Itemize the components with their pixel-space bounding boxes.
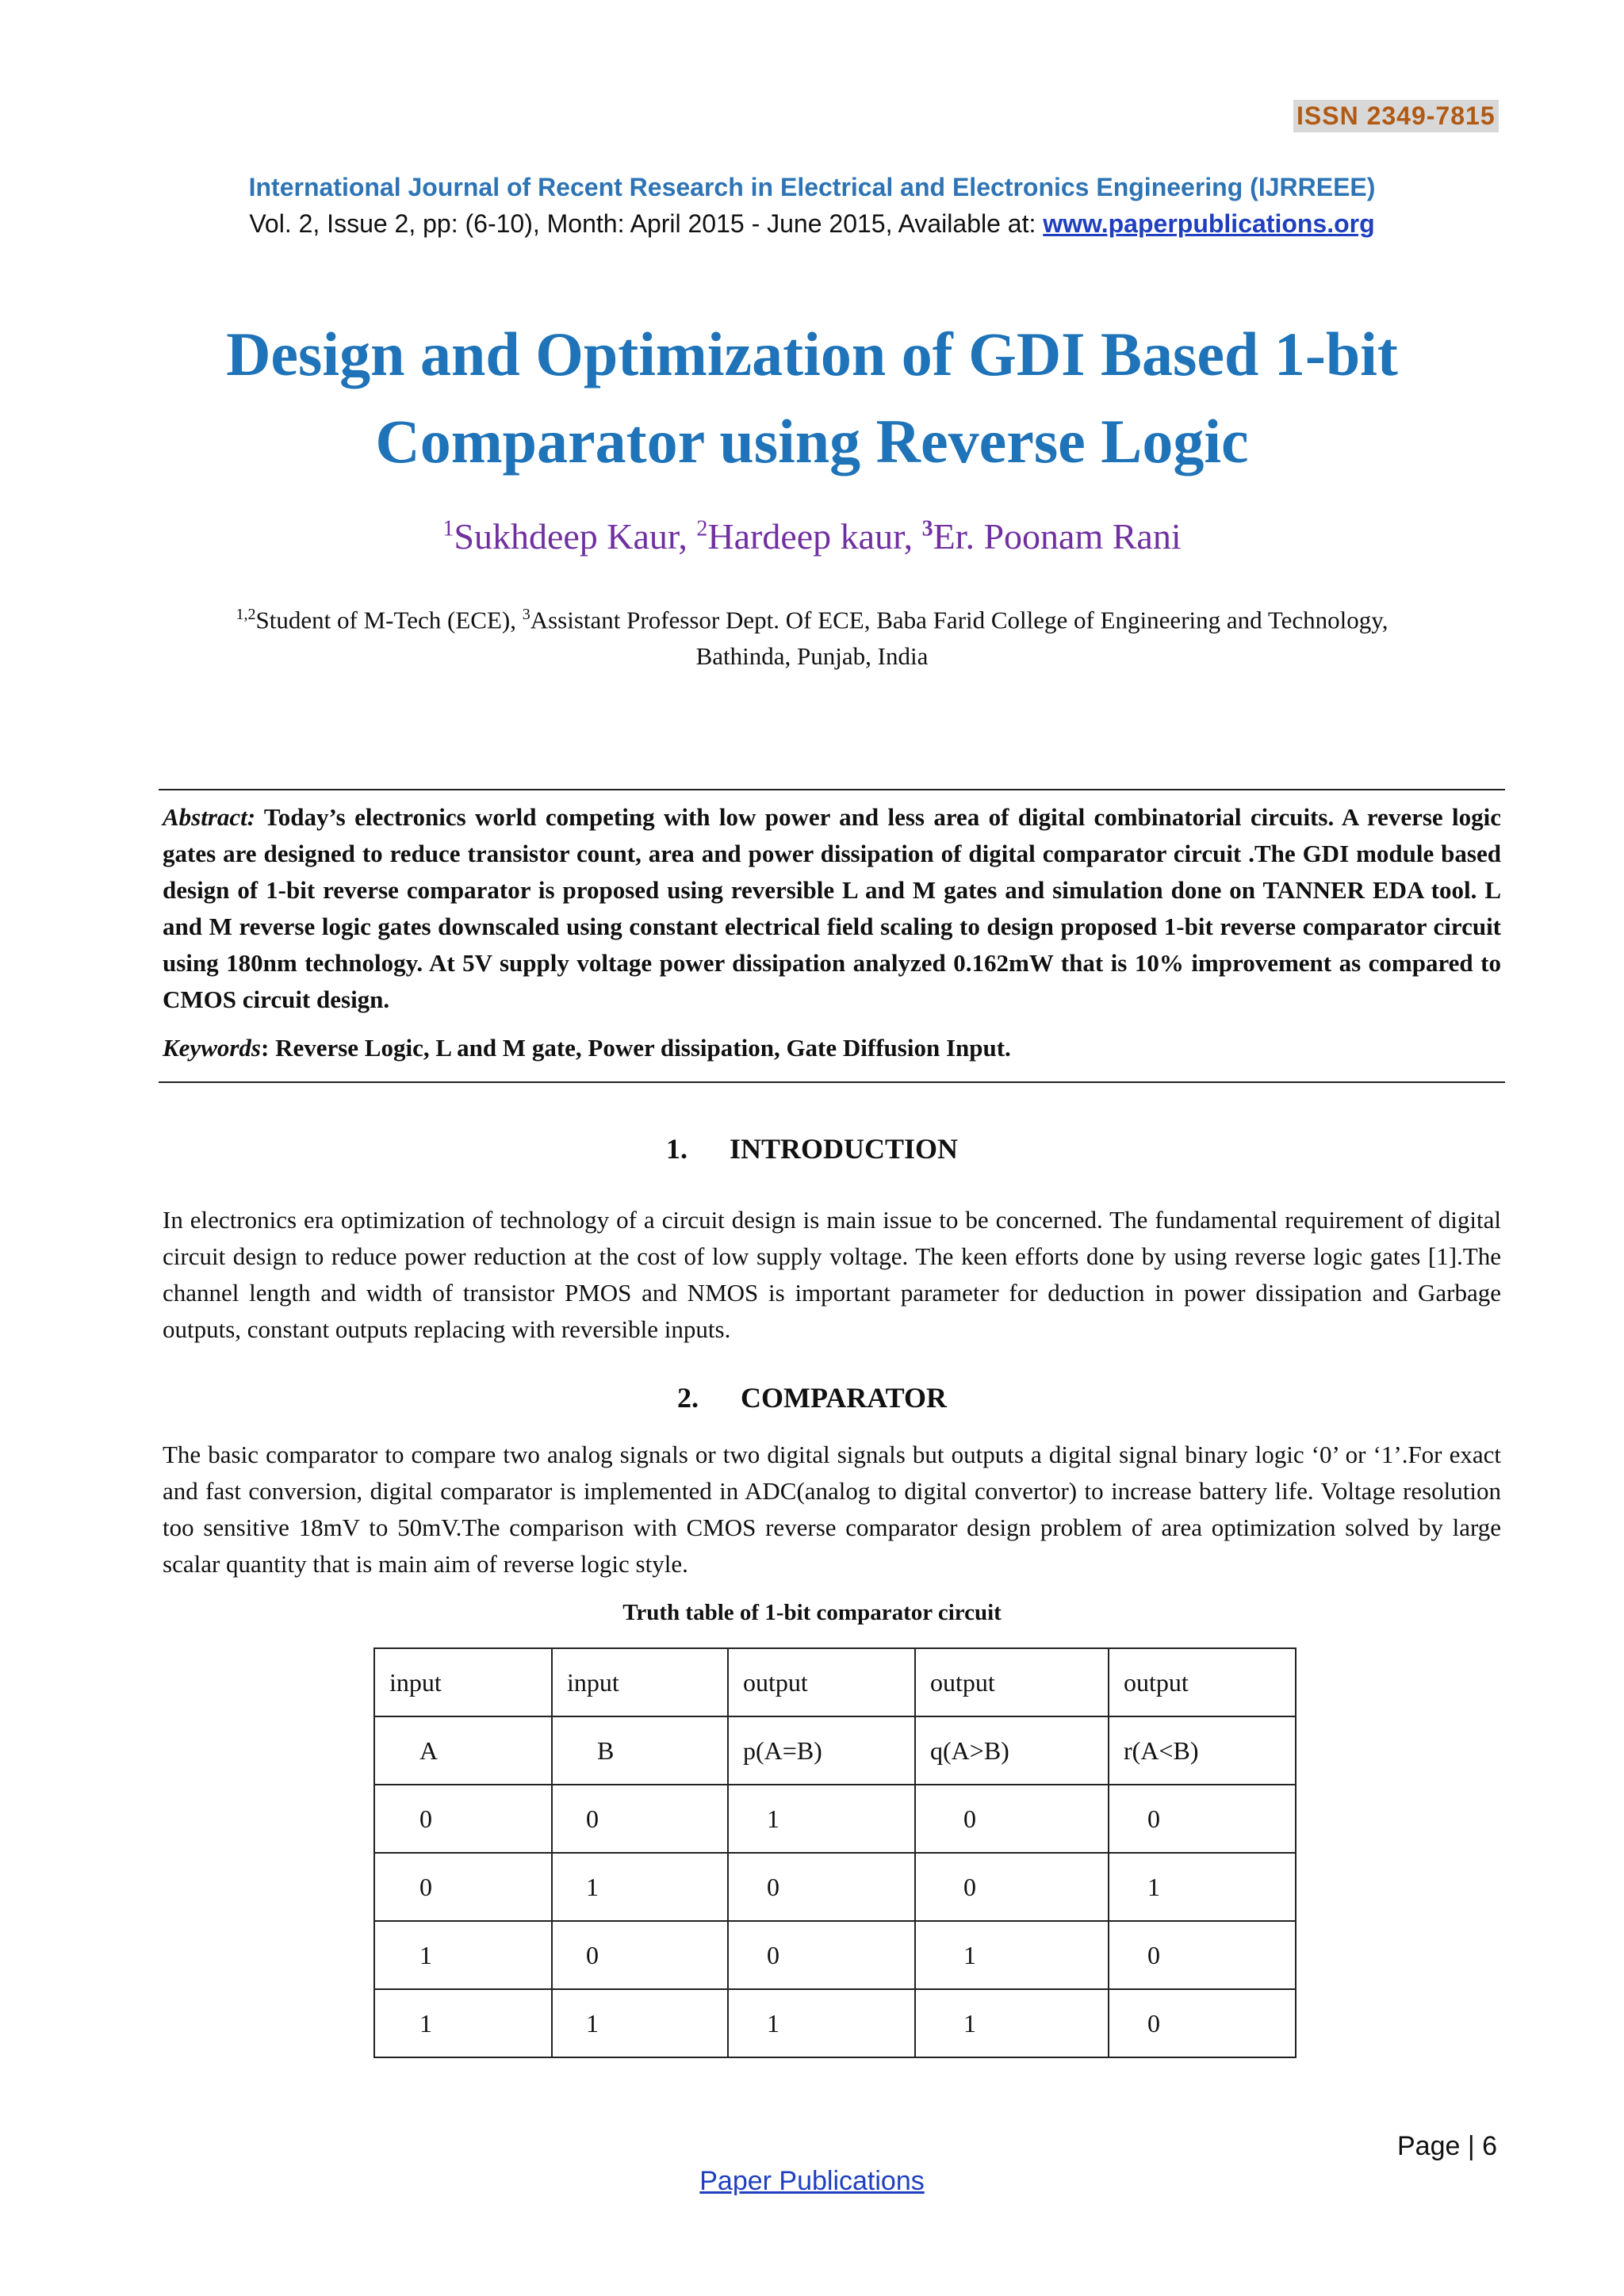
abstract-top-rule: [159, 789, 1505, 790]
truth-table: [373, 1647, 1297, 2058]
volume-text: Vol. 2, Issue 2, pp: (6-10), Month: April 2015 - June 2015, Available at:: [249, 209, 1044, 238]
table-row: [374, 1853, 1296, 1921]
affiliation-marker-2: 3: [522, 606, 530, 623]
abstract-text: Today’s electronics world competing with low power and less area of digital combinatorial circuits. A reverse logic gates are designed to reduce transistor count, area and power dissipation of digital comparator circuit .The GDI module based design of 1-bit reverse comparator is proposed using reversible L and M gates and simulation done on TANNER EDA tool. L and M reverse logic gates downscaled using constant electrical field scaling to design proposed 1-bit reverse comparator circuit using 180nm technology. At 5V supply voltage power dissipation analyzed 0.162mW that is 10% improvement as compared to CMOS circuit design.: [163, 803, 1501, 1013]
table-row: [374, 1785, 1296, 1853]
author-3-marker: 3: [921, 516, 933, 541]
table-cell: 1: [728, 1785, 915, 1853]
table-cell: r(A<B): [1109, 1716, 1296, 1785]
comparator-paragraph: The basic comparator to compare two analog signals or two digital signals but outputs a digital signal binary logic ‘0’ or ‘1’.For exact and fast conversion, digital comparator is implemented in ADC(analog to digital convertor) to increase battery life. Voltage resolution too sensitive 18mV to 50mV.The comparison with CMOS reverse comparator design problem of area optimization solved by large scalar quantity that is main aim of reverse logic style.: [163, 1441, 1501, 1578]
paper-title: [0, 311, 1624, 485]
table-cell: 0: [1109, 1989, 1296, 2057]
affiliation-student: Student of M-Tech (ECE),: [255, 606, 523, 634]
section-title: COMPARATOR: [741, 1382, 947, 1414]
table-cell: 0: [552, 1785, 728, 1853]
table-cell: 1: [374, 1989, 552, 2057]
table-cell: output: [915, 1648, 1109, 1716]
affiliation-line-2: Bathinda, Punjab, India: [695, 642, 929, 671]
journal-name: International Journal of Recent Research in Electrical and Electronics Engineering (IJRREEE): [248, 173, 1376, 201]
affiliation-marker-1: 1,2: [236, 606, 256, 623]
author-list: [0, 515, 1624, 557]
section-number: 2.: [677, 1382, 699, 1414]
table-cell: 1: [1109, 1853, 1296, 1921]
page-number: Page | 6: [1397, 2131, 1498, 2161]
issn-badge: ISSN 2349-7815: [1293, 100, 1499, 132]
author-3: Er. Poonam Rani: [933, 516, 1182, 557]
table-cell: 1: [374, 1921, 552, 1989]
table-cell: 1: [728, 1989, 915, 2057]
table-cell: 1: [915, 1921, 1109, 1989]
table-cell: B: [552, 1716, 728, 1785]
author-2-marker: 2: [696, 516, 708, 541]
table-row: [374, 1989, 1296, 2057]
table-cell: 0: [728, 1921, 915, 1989]
affiliation: [0, 596, 1624, 675]
keywords-label: Keywords: [163, 1034, 261, 1062]
table-header-row: [374, 1716, 1296, 1785]
table-cell: 0: [915, 1853, 1109, 1921]
section-heading-introduction: [0, 1132, 1624, 1165]
journal-website-link[interactable]: www.paperpublications.org: [1043, 209, 1375, 238]
table-cell: q(A>B): [915, 1716, 1109, 1785]
table-cell: input: [552, 1648, 728, 1716]
table-cell: 0: [552, 1921, 728, 1989]
table-cell: output: [728, 1648, 915, 1716]
introduction-paragraph: In electronics era optimization of technology of a circuit design is main issue to be concerned. The fundamental requirement of digital circuit design to reduce power reduction at the cost of low supply voltage. The keen efforts done by using reverse logic gates [1].The channel length and width of transistor PMOS and NMOS is important parameter for deduction in power dissipation and Garbage outputs, constant outputs replacing with reversible inputs.: [163, 1206, 1501, 1343]
table-cell: 0: [374, 1853, 552, 1921]
table-cell: 0: [728, 1853, 915, 1921]
affiliation-professor: Assistant Professor Dept. Of ECE, Baba Farid College of Engineering and Technology,: [530, 606, 1388, 634]
abstract-bottom-rule: [159, 1081, 1505, 1083]
volume-info: [0, 209, 1624, 239]
section-title: INTRODUCTION: [729, 1133, 959, 1165]
keywords-text: : Reverse Logic, L and M gate, Power dissipation, Gate Diffusion Input.: [261, 1034, 1011, 1062]
author-1: Sukhdeep Kaur,: [454, 516, 697, 557]
table-cell: p(A=B): [728, 1716, 915, 1785]
table-cell: 0: [1109, 1785, 1296, 1853]
keywords: [163, 1034, 1501, 1062]
table-caption: Truth table of 1-bit comparator circuit: [622, 1600, 1002, 1625]
table-cell: 1: [915, 1989, 1109, 2057]
abstract: [163, 799, 1501, 1018]
affiliation-line-1: [0, 596, 1624, 638]
section-heading-comparator: [0, 1381, 1624, 1414]
table-cell: 1: [552, 1853, 728, 1921]
table-cell: 0: [1109, 1921, 1296, 1989]
author-2: Hardeep kaur,: [707, 516, 922, 557]
table-cell: 0: [915, 1785, 1109, 1853]
table-cell: output: [1109, 1648, 1296, 1716]
table-cell: 0: [374, 1785, 552, 1853]
section-number: 1.: [665, 1133, 688, 1165]
title-line-1: Design and Optimization of GDI Based 1-bit: [226, 320, 1398, 388]
publisher-link[interactable]: Paper Publications: [699, 2166, 925, 2196]
table-cell: A: [374, 1716, 552, 1785]
author-1-marker: 1: [442, 516, 454, 541]
table-header-row: [374, 1648, 1296, 1716]
table-row: [374, 1921, 1296, 1989]
table-cell: 1: [552, 1989, 728, 2057]
title-line-2: Comparator using Reverse Logic: [375, 407, 1249, 476]
table-cell: input: [374, 1648, 552, 1716]
abstract-label: Abstract:: [163, 803, 256, 831]
